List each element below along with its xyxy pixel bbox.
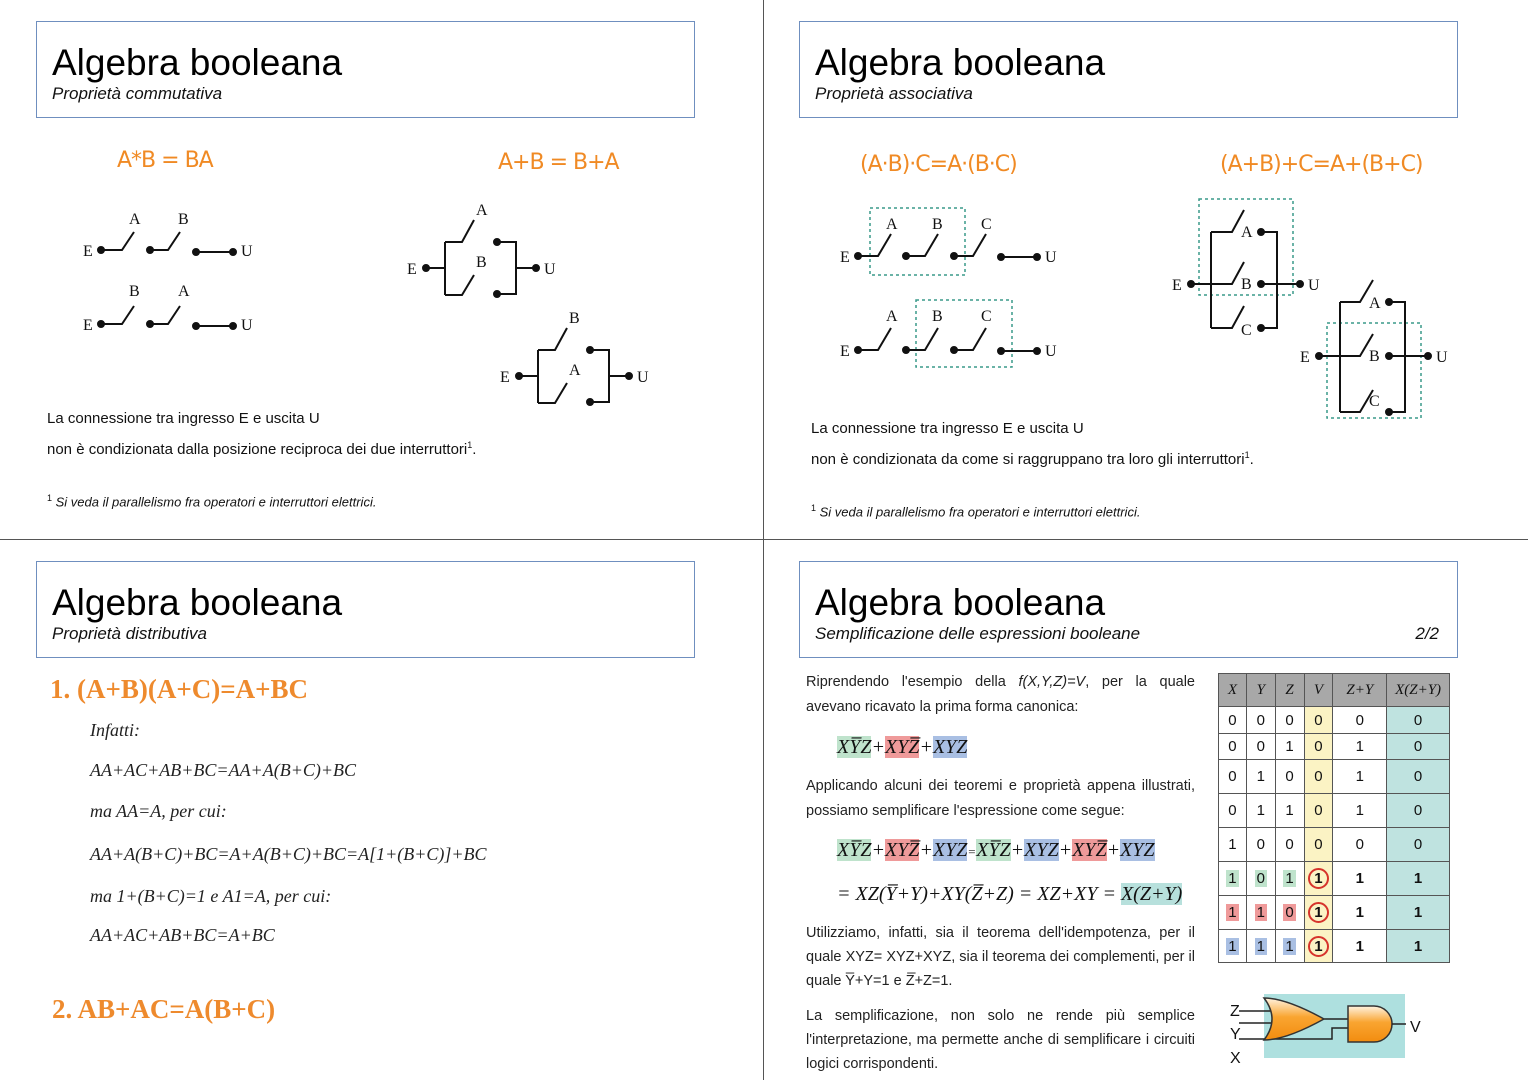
circled-value: 1 [1308, 936, 1329, 957]
footnote-ref: 1 [467, 440, 473, 450]
slide2-text-line1: La connessione tra ingresso E e uscita U [811, 420, 1084, 437]
table-header [1219, 674, 1450, 707]
and-gate-icon [1348, 1006, 1392, 1042]
expansion-line [837, 839, 1155, 862]
table-cell [1275, 930, 1304, 963]
slide2-footnote [811, 503, 1140, 519]
table-cell [1387, 707, 1450, 734]
table-cell [1246, 930, 1275, 963]
parallel-circuit-ba [500, 310, 649, 405]
cell-value: 1 [1285, 870, 1294, 887]
table-row [1219, 896, 1450, 930]
slide4-paragraph-1 [806, 670, 1195, 720]
cell-value: 0 [1228, 768, 1237, 785]
cell-value: 0 [1314, 836, 1323, 853]
slide1-text-line1: La connessione tra ingresso E e uscita U [47, 410, 320, 427]
cell-value: 1 [1285, 802, 1294, 819]
footnote-text: Si veda il parallelismo fra operatori e interruttori elettrici. [819, 504, 1141, 520]
col-result: X(Z+Y) [1387, 674, 1450, 707]
footnote-mark: 1 [47, 493, 53, 503]
svg-text:B: B [476, 254, 487, 271]
input-z: Z [1230, 1003, 1240, 1020]
proof-line-2: AA+AC+AB+BC=AA+A(B+C)+BC [90, 760, 356, 780]
cell-value: 0 [1413, 802, 1423, 819]
cell-value: 0 [1413, 711, 1423, 729]
svg-text:E: E [500, 369, 510, 386]
table-cell [1219, 794, 1247, 828]
canonical-form [837, 736, 967, 759]
cell-value: 0 [1285, 904, 1294, 921]
table-row [1219, 828, 1450, 862]
table-row [1219, 760, 1450, 794]
table-cell [1333, 760, 1387, 794]
table-cell [1246, 828, 1275, 862]
slide1-text [47, 405, 476, 463]
input-x: X [1230, 1050, 1241, 1067]
slide3-title: Algebra booleana [52, 582, 343, 623]
table-cell [1387, 930, 1450, 963]
slide1-title: Algebra booleana [52, 42, 343, 83]
col-v: V [1304, 674, 1333, 707]
slide4-paragraph-2: Applicando alcuni dei teoremi e proprietà appena illustrati, possiamo semplificare l'espressione come segue: [806, 778, 1195, 819]
circled-value: 1 [1308, 902, 1329, 923]
svg-text:A: A [569, 362, 581, 379]
plus: + [919, 736, 933, 758]
term-red: XYZ̅ [884, 736, 920, 758]
table-row [1219, 930, 1450, 963]
table-cell [1387, 862, 1450, 896]
term-blue: XYZ [1024, 839, 1059, 861]
slide2-text-line2-body: non è condizionata da come si raggruppano tra loro gli interruttori [811, 451, 1245, 468]
cell-value: 1 [1228, 870, 1237, 887]
cell-value: 0 [1228, 711, 1237, 729]
cell-value: 1 [1413, 937, 1423, 955]
slide2-text [811, 415, 1254, 473]
svg-text:B: B [1241, 276, 1252, 293]
plus: + [871, 736, 885, 758]
col-z-or-y: Z+Y [1333, 674, 1387, 707]
output-v: V [1410, 1019, 1421, 1036]
simplification-steps: = XZ(Y̅+Y)+XY(Z̅+Z) = XZ+XY = [837, 883, 1121, 905]
cell-value: 0 [1314, 768, 1323, 785]
table-cell [1387, 760, 1450, 794]
svg-text:U: U [637, 369, 649, 386]
cell-value: 0 [1413, 738, 1423, 755]
term-red: XYZ̅ [1072, 839, 1107, 861]
table-cell [1219, 707, 1247, 734]
table-cell [1275, 734, 1304, 760]
table-cell [1304, 794, 1333, 828]
footnote-mark: 1 [811, 503, 817, 513]
circled-value: 1 [1308, 868, 1329, 889]
svg-text:A: A [886, 308, 898, 325]
cell-value: 0 [1228, 802, 1237, 819]
cell-value: 1 [1228, 937, 1237, 955]
slide1-text-line2: non è condizionata dalla posizione reciproca dei due interruttori$^1$. [47, 440, 477, 458]
proof-line-4: AA+A(B+C)+BC=A+A(B+C)+BC=A[1+(B+C)]+BC [90, 844, 487, 864]
cell-value: 0 [1285, 711, 1294, 729]
term-blue: XYZ [1120, 839, 1155, 861]
svg-text:B: B [178, 211, 189, 228]
table-cell [1333, 930, 1387, 963]
cell-value: 1 [1256, 904, 1265, 921]
cell-value: 1 [1355, 904, 1364, 921]
slide4-subtitle: Semplificazione delle espressioni booleane [815, 624, 1141, 643]
svg-text:E: E [840, 343, 850, 360]
cell-value: 1 [1285, 738, 1294, 755]
slide4-paragraph-4: La semplificazione, non solo ne rende più semplice l'interpretazione, ma permette anche di semplificare i circuiti logici corrispondenti. [806, 1008, 1195, 1072]
table-cell [1246, 794, 1275, 828]
cell-value: 1 [1413, 870, 1423, 887]
svg-text:B: B [932, 216, 943, 233]
page-number: 2/2 [1415, 624, 1439, 643]
cell-value: 1 [1355, 738, 1364, 755]
table-cell [1387, 734, 1450, 760]
cell-value: 0 [1228, 738, 1237, 755]
svg-text:U: U [1045, 249, 1057, 266]
table-cell [1246, 862, 1275, 896]
cell-value: 1 [1256, 937, 1265, 955]
cell-value: 0 [1314, 738, 1323, 755]
plus: + [1058, 839, 1073, 861]
slide3-title-box [36, 561, 695, 658]
svg-text:C: C [981, 308, 992, 325]
table-cell [1275, 896, 1304, 930]
distributive-heading-2: 2. AB+AC=A(B+C) [52, 994, 276, 1024]
series-grouped-ab [840, 208, 1057, 275]
formula-associative-or: (A+B)+C=A+(B+C) [1220, 152, 1423, 177]
table-cell [1333, 794, 1387, 828]
svg-text:A: A [178, 283, 190, 300]
svg-text:A: A [476, 202, 488, 219]
slide4-paragraph-3: Utilizziamo, infatti, sia il teorema dell'idempotenza, per il quale XYZ= XYZ+XYZ, sia il teorema dei complementi, per il quale Y̅+Y=1 e Z̅+Z=1. [806, 925, 1195, 989]
svg-text:U: U [241, 243, 253, 260]
col-z: Z [1275, 674, 1304, 707]
slide1-footnote [47, 493, 376, 509]
series-circuit-ba [83, 283, 253, 334]
cell-value: 0 [1413, 768, 1423, 785]
cell-value: 0 [1314, 802, 1323, 819]
slide1-text-line2-body: non è condizionata dalla posizione reciproca dei due interruttori [47, 441, 468, 458]
formula-and: A*B = BA [117, 148, 213, 173]
cell-value: 0 [1413, 836, 1423, 853]
table-cell [1246, 707, 1275, 734]
cell-value: 0 [1285, 836, 1294, 853]
table-cell [1333, 828, 1387, 862]
truth-table [1218, 673, 1450, 963]
svg-text:C: C [981, 216, 992, 233]
table-cell [1387, 896, 1450, 930]
plus: + [919, 839, 933, 861]
svg-text:U: U [1045, 343, 1057, 360]
svg-text:E: E [83, 317, 93, 334]
table-cell [1304, 760, 1333, 794]
table-cell [1387, 794, 1450, 828]
table-cell [1246, 760, 1275, 794]
cell-value: 1 [1256, 802, 1265, 819]
slide4-title: Algebra booleana [815, 582, 1106, 623]
parallel-grouped-bc [1300, 280, 1448, 418]
svg-text:A: A [886, 216, 898, 233]
input-y: Y [1230, 1026, 1241, 1043]
table-cell [1275, 707, 1304, 734]
svg-text:E: E [83, 243, 93, 260]
formula-or: A+B = B+A [498, 150, 619, 175]
cell-value: 0 [1314, 711, 1323, 729]
cell-value: 1 [1355, 937, 1364, 955]
table-cell [1219, 862, 1247, 896]
table-cell [1219, 896, 1247, 930]
cell-value: 1 [1285, 937, 1294, 955]
table-cell [1304, 707, 1333, 734]
svg-text:E: E [1172, 277, 1182, 294]
svg-text:A: A [129, 211, 141, 228]
table-cell [1304, 930, 1333, 963]
svg-text:A: A [1241, 224, 1253, 241]
simplified-result: X(Z+Y) [1120, 883, 1183, 905]
svg-text:U: U [1436, 349, 1448, 366]
cell-value: 0 [1355, 711, 1364, 729]
formula-associative-and: (A·B)·C=A·(B·C) [860, 152, 1017, 177]
table-cell [1219, 930, 1247, 963]
term-green: XY̅Z [976, 839, 1011, 861]
cell-value: 1 [1256, 768, 1265, 785]
table-cell [1275, 862, 1304, 896]
equals: = [967, 844, 977, 859]
parallel-grouped-ab [1172, 199, 1320, 339]
plus: + [871, 839, 885, 861]
table-row [1219, 794, 1450, 828]
term-red: XYZ̅ [884, 839, 920, 861]
table-cell [1246, 896, 1275, 930]
footnote-ref: 1 [1244, 450, 1250, 460]
svg-text:U: U [1308, 277, 1320, 294]
logic-gate-diagram [1230, 992, 1436, 1072]
series-grouped-bc [840, 300, 1057, 367]
table-cell [1304, 828, 1333, 862]
svg-text:E: E [407, 261, 417, 278]
plus: + [1010, 839, 1025, 861]
p1-text: Riprendendo l'esempio della [806, 674, 1019, 690]
slide2-title: Algebra booleana [815, 42, 1106, 83]
col-y: Y [1246, 674, 1275, 707]
table-cell [1275, 794, 1304, 828]
simplification-line [837, 883, 1182, 906]
cell-value: 1 [1413, 904, 1423, 921]
table-row [1219, 862, 1450, 896]
plus: + [1106, 839, 1121, 861]
svg-text:B: B [1369, 348, 1380, 365]
table-cell [1387, 828, 1450, 862]
slide2-text-line2: non è condizionata da come si raggruppano tra loro gli interruttori$^1$. [811, 450, 1254, 468]
table-cell [1333, 707, 1387, 734]
cell-value: 0 [1256, 836, 1265, 853]
proof-line-1: Infatti: [90, 720, 140, 740]
svg-text:U: U [544, 261, 556, 278]
table-cell [1304, 896, 1333, 930]
p1-text-end: , per la quale avevano ricavato la prima forma canonica: [806, 674, 1195, 715]
table-cell [1333, 734, 1387, 760]
svg-text:C: C [1369, 393, 1380, 410]
cell-value: 0 [1285, 768, 1294, 785]
cell-value: 0 [1256, 738, 1265, 755]
svg-text:C: C [1241, 322, 1252, 339]
svg-text:E: E [840, 249, 850, 266]
svg-text:B: B [129, 283, 140, 300]
table-cell [1219, 828, 1247, 862]
svg-text:U: U [241, 317, 253, 334]
term-blue: XYZ [932, 839, 968, 861]
table-row [1219, 707, 1450, 734]
term-blue: XYZ [932, 736, 968, 758]
table-cell [1275, 760, 1304, 794]
series-circuit-ab [83, 211, 253, 260]
slide1-subtitle: Proprietà commutativa [52, 84, 223, 103]
cell-value: 1 [1355, 802, 1364, 819]
table-cell [1333, 862, 1387, 896]
distributive-heading-1: 1. (A+B)(A+C)=A+BC [50, 674, 309, 704]
cell-value: 1 [1228, 836, 1237, 853]
svg-text:A: A [1369, 295, 1381, 312]
footnote-text: Si veda il parallelismo fra operatori e interruttori elettrici. [55, 494, 377, 510]
cell-value: 1 [1355, 768, 1364, 785]
proof-line-6: AA+AC+AB+BC=A+BC [90, 925, 275, 945]
col-x: X [1219, 674, 1247, 707]
slide4-title-box [799, 561, 1458, 658]
term-green: XY̅Z [837, 736, 872, 758]
svg-text:B: B [569, 310, 580, 327]
table-cell [1333, 896, 1387, 930]
table-cell [1304, 734, 1333, 760]
table-cell [1219, 734, 1247, 760]
table-cell [1246, 734, 1275, 760]
proof-line-3: ma AA=A, per cui: [90, 801, 227, 821]
slide2-subtitle: Proprietà associativa [815, 84, 973, 103]
table-row [1219, 734, 1450, 760]
table-cell [1219, 760, 1247, 794]
proof-line-5: ma 1+(B+C)=1 e A1=A, per cui: [90, 886, 332, 906]
cell-value: 1 [1228, 904, 1237, 921]
parallel-circuit-ab [407, 202, 556, 297]
cell-value: 0 [1355, 836, 1364, 853]
svg-text:E: E [1300, 349, 1310, 366]
term-green: XY̅Z [837, 839, 872, 861]
cell-value: 0 [1256, 870, 1265, 887]
svg-text:B: B [932, 308, 943, 325]
cell-value: 1 [1355, 870, 1364, 887]
table-cell [1275, 828, 1304, 862]
cell-value: 0 [1256, 711, 1265, 729]
function-name: f(X,Y,Z)=V [1018, 674, 1086, 690]
table-cell [1304, 862, 1333, 896]
slide3-subtitle: Proprietà distributiva [52, 624, 207, 643]
